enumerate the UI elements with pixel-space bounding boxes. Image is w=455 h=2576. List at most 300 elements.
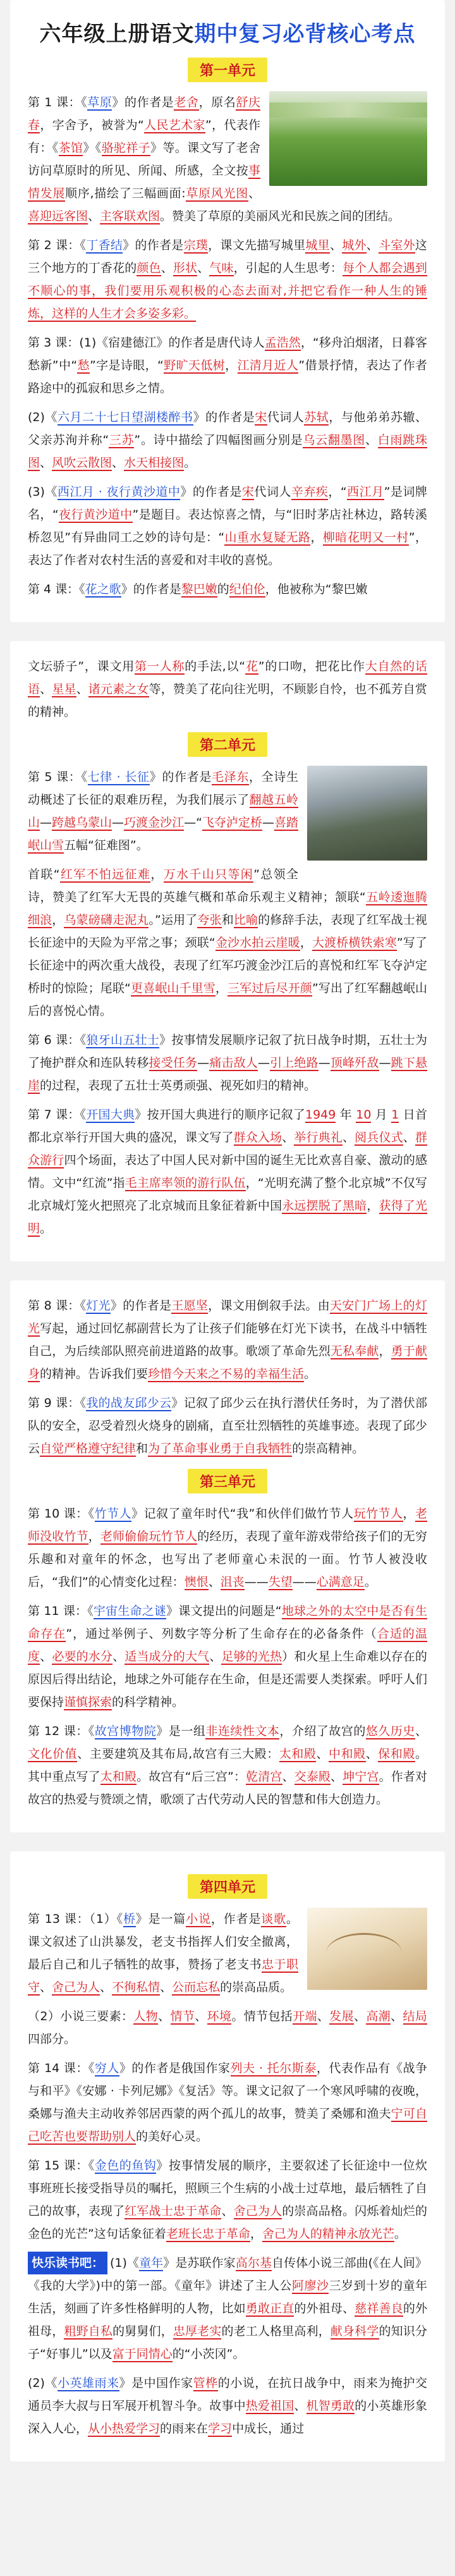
text-segment: 三军过后尽开颜 bbox=[228, 981, 312, 995]
text-segment: 七律 · 长征 bbox=[87, 770, 150, 784]
text-segment: 获得了光明 bbox=[28, 1199, 427, 1236]
text-segment: 穷人 bbox=[94, 2061, 119, 2075]
text-segment: 开国大典 bbox=[86, 1108, 135, 1122]
text-segment: ， bbox=[88, 1530, 100, 1543]
text-segment: 不徇私情 bbox=[112, 1980, 161, 1994]
text-segment: 懊恨 bbox=[184, 1575, 209, 1589]
text-segment: 第 2 课：《 bbox=[28, 238, 87, 252]
text-segment: 的崇高品质。 bbox=[220, 1980, 293, 1994]
text-segment: ”，表达了作者对农村生活的喜爱和对丰收的喜悦。 bbox=[28, 531, 428, 567]
text-segment: 必要的水分 bbox=[52, 1650, 113, 1664]
unit-heading-3: 第三单元 bbox=[188, 1469, 267, 1493]
happy-reading-childhood bbox=[28, 2252, 427, 2365]
text-segment: 我的战友邱少云 bbox=[86, 1396, 172, 1410]
text-segment: 城里 bbox=[305, 238, 330, 252]
text-segment: 城外 bbox=[342, 238, 367, 252]
title-part-2: 期中复习必背核心考点 bbox=[194, 21, 416, 47]
text-segment: 、 bbox=[197, 261, 210, 275]
text-segment: 第 14 课：《 bbox=[28, 2061, 95, 2075]
text-segment: 文坛骄子”，课文用 bbox=[28, 659, 135, 673]
page-title bbox=[28, 16, 427, 47]
lesson-10 bbox=[28, 1502, 427, 1593]
text-segment: 阿廖沙 bbox=[291, 2279, 329, 2293]
text-segment: 四个场面，表达了中国人民对新中国的诞生无比欢喜自豪、激动的感情。文中“红流”指 bbox=[28, 1153, 427, 1190]
text-segment: ”借景抒情，表达了作者路途中的孤寂和思乡之情。 bbox=[28, 359, 427, 395]
text-segment: ”。诗中描绘了四幅图画分别是 bbox=[134, 433, 303, 447]
text-segment: ”是词牌名，“ bbox=[28, 485, 427, 522]
text-segment: 》的作者是 bbox=[112, 95, 174, 109]
text-segment: 诸元素之女 bbox=[88, 682, 149, 696]
text-segment: 第 13 课：（1）《 bbox=[28, 1912, 123, 1926]
text-segment: 忠于职守 bbox=[28, 1958, 298, 1994]
text-segment: 群众游行 bbox=[28, 1131, 427, 1167]
text-segment: ）和火星上生命难以存在的原因后得出结论，地球之外可能存在生命，但是还需要人类探索。呼吁人们要保持 bbox=[28, 1650, 427, 1709]
text-segment: 的外祖母， bbox=[28, 2302, 427, 2338]
text-segment: 第 11 课：《 bbox=[28, 1604, 94, 1618]
text-segment: ， bbox=[150, 868, 164, 881]
text-segment: 苏轼 bbox=[304, 410, 329, 424]
text-segment: 舍己为人的精神永放光芒 bbox=[262, 2227, 394, 2241]
text-segment: 富于同情心 bbox=[112, 2347, 173, 2361]
text-segment: 大渡桥横铁索寒 bbox=[312, 936, 397, 950]
text-segment: ， bbox=[310, 531, 323, 544]
text-segment: 足够的光热 bbox=[221, 1650, 282, 1664]
text-segment: ”，通过举例子、列数字等分析了生命存在的必备条件（ bbox=[66, 1627, 377, 1641]
text-segment: 事情发展 bbox=[28, 164, 260, 200]
text-segment: 、 bbox=[76, 682, 88, 696]
text-segment: 。 bbox=[184, 456, 197, 470]
text-segment: 、 bbox=[415, 1724, 427, 1738]
lesson-7 bbox=[28, 1103, 427, 1240]
text-segment: 、 bbox=[209, 1650, 222, 1664]
text-segment: (2)《 bbox=[28, 410, 58, 424]
text-segment: 故宫博物院 bbox=[94, 1724, 157, 1738]
text-segment: 山重水复疑无路 bbox=[224, 531, 311, 544]
text-segment: 》的作者是俄国作家 bbox=[119, 2061, 231, 2075]
text-segment: 第 6 课：《 bbox=[28, 1033, 87, 1047]
text-segment: 野旷天低树 bbox=[163, 359, 226, 372]
text-segment: 桥 bbox=[123, 1912, 136, 1926]
text-segment: 文化价值 bbox=[28, 1747, 78, 1761]
text-segment: 乌蒙磅礴走泥丸 bbox=[64, 913, 149, 927]
text-segment: 群众入场 bbox=[233, 1131, 282, 1144]
text-segment: 六月二十七日望湖楼醉书 bbox=[57, 410, 193, 424]
text-segment: 失望 bbox=[268, 1575, 293, 1589]
text-segment: 风吹云散图 bbox=[52, 456, 112, 470]
text-segment: 、 bbox=[40, 1650, 52, 1664]
text-segment: — bbox=[318, 1056, 331, 1070]
text-segment: 、 bbox=[195, 2009, 207, 2023]
text-segment: 四部分。 bbox=[28, 2032, 76, 2046]
text-segment: 太和殿 bbox=[100, 1770, 137, 1784]
text-segment: 、 bbox=[282, 1770, 294, 1784]
text-segment: 沮丧 bbox=[220, 1575, 245, 1589]
text-segment: ， bbox=[403, 1507, 415, 1521]
lesson-4-intro bbox=[28, 578, 427, 601]
text-segment: ，字舍予，被誉为“ bbox=[40, 118, 144, 132]
text-segment: 》是苏联作家 bbox=[163, 2256, 236, 2270]
text-segment: 》是中国作家 bbox=[119, 2376, 193, 2390]
text-segment: 的修辞手法，表现了红军战士视长征途中的天险为平常之事；颈联“ bbox=[28, 913, 427, 950]
text-segment: 引上绝路 bbox=[269, 1056, 318, 1070]
text-segment: 红军不怕远征难 bbox=[59, 868, 151, 881]
text-segment: 第 5 课：《 bbox=[28, 770, 88, 784]
text-segment: 悠久历史 bbox=[365, 1724, 415, 1738]
text-segment: 的美好心灵。 bbox=[136, 2130, 209, 2144]
text-segment: 第 9 课：《 bbox=[28, 1396, 87, 1410]
text-segment: 和 bbox=[221, 913, 234, 927]
text-segment: 五幅“征难图”。 bbox=[64, 838, 149, 852]
text-segment: 、 bbox=[331, 1770, 343, 1784]
text-segment: 地球之外的太空中是否有生命存在 bbox=[28, 1604, 427, 1641]
lesson-3-poem-2 bbox=[28, 406, 427, 474]
lesson-3-poem-1 bbox=[28, 331, 427, 400]
text-segment: 首联“ bbox=[28, 868, 60, 881]
text-segment: 柳暗花明又一村 bbox=[322, 531, 409, 544]
text-segment: 慈祥善良 bbox=[355, 2302, 403, 2315]
text-segment: ，代表作品有《战争与和平》《安娜 · 卡列尼娜》《复活》等。课文记叙了一个寒风呼啸的夜晚，桑娜与渔夫主动收养邻居西蒙的两个孤儿的故事，赞美了桑娜和渔夫 bbox=[28, 2061, 427, 2121]
text-segment: 》等。课文写了老舍访问草原时的所见、所闻、所感，全文按 bbox=[28, 141, 260, 178]
text-segment: 大自然的话语 bbox=[28, 659, 427, 696]
text-segment: 第 7 课：《 bbox=[28, 1108, 87, 1122]
text-segment: 、 bbox=[366, 238, 379, 252]
text-segment: 水天相接图 bbox=[124, 456, 185, 470]
text-segment: 金沙水拍云崖暖 bbox=[215, 936, 300, 950]
text-segment: 心满意足 bbox=[316, 1575, 365, 1589]
text-segment: 小说 bbox=[186, 1912, 211, 1926]
text-segment: ”写了长征途中的两次重大战役，表现了红军巧渡金沙江后的喜悦和红军飞夺泸定桥时的惊险；尾联“ bbox=[28, 936, 427, 995]
text-segment: 第 4 课：《 bbox=[28, 582, 85, 596]
text-segment: 珍惜今天来之不易的幸福生活 bbox=[148, 1367, 305, 1381]
text-segment: ”，代表作有：《 bbox=[28, 118, 260, 155]
text-segment: 情节 bbox=[170, 2009, 195, 2023]
text-segment: 日首都北京举行开国大典的盛况，课文写了 bbox=[28, 1108, 427, 1144]
text-segment: 学习 bbox=[208, 2422, 233, 2436]
text-segment: 。 bbox=[394, 2227, 406, 2241]
text-segment: 自传体小说三部曲(《在人间》《我的大学》)中的第一部。《童年》讲述了主人公 bbox=[28, 2256, 427, 2293]
text-segment: 高尔基 bbox=[235, 2256, 272, 2270]
text-segment: ”总领全诗，赞美了红军大无畏的英雄气概和革命乐观主义精神；颔联“ bbox=[28, 868, 366, 904]
text-segment: 的雨来在 bbox=[160, 2422, 209, 2436]
text-segment: 1 bbox=[391, 1108, 399, 1122]
unit-heading-2: 第二单元 bbox=[188, 732, 267, 757]
text-segment: 宁可自己吃苦也要帮助别人 bbox=[28, 2107, 427, 2144]
text-segment: 毛主席率领的游行队伍 bbox=[124, 1176, 246, 1190]
text-segment: 五岭逶迤腾细浪 bbox=[28, 890, 427, 927]
text-segment: 永远摆脱了黑暗 bbox=[282, 1199, 367, 1213]
text-segment: 1949 bbox=[305, 1108, 336, 1122]
text-segment: 、 bbox=[317, 2009, 330, 2023]
text-segment: 适当成分的大气 bbox=[124, 1650, 210, 1664]
lesson-6 bbox=[28, 1029, 427, 1097]
text-segment: 环境 bbox=[207, 2009, 232, 2023]
text-segment: 飞夺泸定桥 bbox=[202, 816, 262, 830]
text-segment: 》的作者是 bbox=[123, 238, 184, 252]
text-segment: 》是一篇 bbox=[135, 1912, 186, 1926]
text-segment: —— bbox=[292, 1575, 317, 1589]
text-segment: 交泰殿 bbox=[294, 1770, 331, 1784]
text-segment: 天安门广场上的灯光 bbox=[28, 1299, 427, 1335]
text-segment: 》《 bbox=[83, 141, 102, 155]
text-segment: 。作者对故宫的热爱与赞颂之情，歌颂了古代劳动人民的智慧和伟大创造力。 bbox=[28, 1770, 427, 1806]
text-segment: 的小英雄形象深入人心， bbox=[28, 2399, 427, 2436]
text-segment: 从小热爱学习 bbox=[88, 2422, 161, 2436]
lesson-12 bbox=[28, 1720, 427, 1811]
text-segment: 》的作者是 bbox=[193, 410, 255, 424]
text-segment: 黎巴嫩 bbox=[181, 582, 217, 596]
text-segment: 愁 bbox=[77, 359, 90, 372]
text-segment: ”是题目。表达惊喜之情，与“旧时茅店社林边，路转溪桥忽见”有异曲同工之妙的诗句是：“ bbox=[28, 508, 427, 544]
text-segment: 》记叙了童年时代“我”和伙伴们做竹节人 bbox=[131, 1507, 354, 1521]
text-segment: 三苏 bbox=[109, 433, 135, 447]
text-segment: ，介绍了故宫的 bbox=[279, 1724, 366, 1738]
text-segment: 、 bbox=[403, 1131, 415, 1144]
text-segment: (2)《 bbox=[28, 2376, 58, 2390]
text-segment: 、 bbox=[365, 1747, 379, 1761]
text-segment: 无私奉献 bbox=[330, 1344, 379, 1358]
text-segment: 宋 bbox=[255, 410, 267, 424]
text-segment: 。 bbox=[364, 1575, 377, 1589]
text-segment: 、 bbox=[221, 2204, 234, 2218]
text-segment: ，原名 bbox=[198, 95, 236, 109]
text-segment: 保和殿 bbox=[378, 1747, 415, 1761]
text-segment: 、 bbox=[161, 261, 173, 275]
text-segment: 的 bbox=[217, 582, 229, 596]
text-segment: 10 bbox=[356, 1108, 372, 1122]
book-image bbox=[307, 1908, 427, 1990]
text-segment: （2）小说三要素： bbox=[28, 2009, 134, 2023]
text-segment: 、 bbox=[329, 238, 343, 252]
text-segment: 比喻 bbox=[233, 913, 258, 927]
text-segment: 茶馆 bbox=[58, 141, 83, 155]
text-segment: 更喜岷山千里雪 bbox=[130, 981, 215, 995]
text-segment: 机智勇敢 bbox=[306, 2399, 355, 2413]
text-segment: ，他被称为“黎巴嫩 bbox=[265, 582, 368, 596]
text-segment: 代词人 bbox=[267, 410, 305, 424]
text-segment: 月 bbox=[371, 1108, 392, 1122]
text-segment: 。故宫有“后三宫”： bbox=[136, 1770, 246, 1784]
text-segment: ，课文先描写城里 bbox=[208, 238, 306, 252]
text-segment: 灯光 bbox=[86, 1299, 111, 1313]
text-segment: 痛击敌人 bbox=[209, 1056, 258, 1070]
text-segment: 宋 bbox=[241, 485, 255, 499]
text-segment: 舍己为人 bbox=[233, 2204, 282, 2218]
text-segment: 气味 bbox=[209, 261, 234, 275]
text-segment: 为了革命事业勇于自我牺牲 bbox=[148, 1442, 293, 1456]
text-segment: 老班长忠于革命 bbox=[166, 2227, 250, 2241]
card-1 bbox=[10, 0, 445, 622]
text-segment: ， bbox=[379, 1344, 391, 1358]
text-segment: 、 bbox=[40, 1980, 52, 1994]
text-segment: 的老工人格里高利， bbox=[221, 2324, 331, 2338]
text-segment: 、 bbox=[391, 2009, 403, 2023]
card-4 bbox=[10, 1851, 445, 2462]
lesson-4-continued bbox=[28, 655, 427, 723]
text-segment: 结局 bbox=[403, 2009, 427, 2023]
text-segment: 勇于献身 bbox=[28, 1344, 427, 1381]
text-segment: 、 bbox=[40, 682, 52, 696]
text-segment: — bbox=[257, 1056, 270, 1070]
text-segment: 童年 bbox=[139, 2256, 164, 2270]
text-segment: 非连续性文本 bbox=[205, 1724, 280, 1738]
lesson-11 bbox=[28, 1600, 427, 1714]
text-segment: 和 bbox=[136, 1442, 149, 1456]
lesson-15 bbox=[28, 2154, 427, 2245]
text-segment: 毛泽东 bbox=[212, 770, 249, 784]
text-segment: 、主要建筑及其布局,故宫有三大殿： bbox=[77, 1747, 279, 1761]
text-segment: 辛弃疾 bbox=[291, 485, 329, 499]
text-segment: 夸张 bbox=[197, 913, 222, 927]
text-segment: 老师没收竹节 bbox=[28, 1507, 427, 1543]
text-segment: 》的作者是 bbox=[121, 582, 181, 596]
text-segment: ， bbox=[215, 981, 228, 995]
text-segment: 颜色 bbox=[136, 261, 161, 275]
text-segment: ，课文用倒叙手法。由 bbox=[208, 1299, 330, 1313]
text-segment: — bbox=[112, 816, 124, 830]
text-segment: 人物 bbox=[133, 2009, 159, 2023]
text-segment: 小英雄雨来 bbox=[57, 2376, 119, 2390]
text-segment: 》的作者是 bbox=[149, 770, 212, 784]
text-segment: 西江月 bbox=[346, 485, 384, 499]
text-segment: 第 12 课：《 bbox=[28, 1724, 95, 1738]
text-segment: 谈歌 bbox=[261, 1912, 286, 1926]
text-segment: 老舍 bbox=[174, 95, 199, 109]
text-segment: 星星 bbox=[52, 682, 76, 696]
lesson-14 bbox=[28, 2057, 427, 2148]
text-segment: 第一人称 bbox=[135, 659, 185, 673]
text-segment: 》的作者是 bbox=[110, 1299, 172, 1313]
text-segment: 》记叙了邱少云在执行潜伏任务时，为了潜伏部队的安全，忍受着烈火烧身的剧痛，直至壮烈牺牲的英雄事迹。表现了邱少云 bbox=[28, 1396, 427, 1456]
text-segment: 忠厚老实 bbox=[173, 2324, 222, 2338]
text-segment: 的崇高精神。 bbox=[292, 1442, 365, 1456]
text-segment: 、 bbox=[248, 187, 260, 200]
text-segment: 巧渡金沙江 bbox=[124, 816, 185, 830]
text-segment: ”写出了红军翻越岷山后的喜悦心情。 bbox=[28, 981, 427, 1018]
text-segment: 代词人 bbox=[254, 485, 291, 499]
text-segment: 。”运用了 bbox=[149, 913, 198, 927]
text-segment: ， bbox=[225, 359, 238, 372]
text-segment: 第 3 课：(1)《宿建德江》的作者是唐代诗人 bbox=[28, 336, 265, 350]
text-segment: — bbox=[40, 816, 52, 830]
text-segment: 骆驼祥子 bbox=[101, 141, 151, 155]
text-segment: — bbox=[262, 816, 274, 830]
text-segment: 的“小茨冈”。 bbox=[172, 2347, 245, 2361]
text-segment: ”的口吻，把花比作 bbox=[258, 659, 365, 673]
text-segment: 竹节人 bbox=[94, 1507, 131, 1521]
text-segment: 》按事情发展顺序记叙了抗日战争时期，五壮士为了掩护群众和连队转移 bbox=[28, 1033, 427, 1070]
text-segment: 金色的鱼钩 bbox=[94, 2159, 157, 2173]
text-segment: 合适的温度 bbox=[28, 1627, 427, 1664]
text-segment: 、 bbox=[40, 456, 52, 470]
text-segment: 舒庆春 bbox=[28, 95, 260, 132]
text-segment: 举行典礼 bbox=[294, 1131, 343, 1144]
lesson-9 bbox=[28, 1392, 427, 1460]
text-segment: 草原风光图 bbox=[185, 187, 248, 200]
text-segment: 。情节包括 bbox=[231, 2009, 293, 2023]
text-segment: ， bbox=[367, 1199, 379, 1213]
text-segment: 热爱祖国 bbox=[245, 2399, 294, 2413]
text-segment: 孟浩然 bbox=[264, 336, 301, 350]
text-segment: 的经历，表现了童年游戏带给孩子们的无穷乐趣和对童年的怀念，也写出了老师童心未泯的一面。竹节人被没收后，“我们”的心情变化过程： bbox=[28, 1530, 427, 1589]
text-segment: 纪伯伦 bbox=[229, 582, 265, 596]
text-segment: 献身科学 bbox=[330, 2324, 379, 2338]
text-segment: 万水千山只等闲 bbox=[163, 868, 254, 881]
text-segment: 的过程，表现了五壮士英勇顽强、视死如归的精神。 bbox=[40, 1079, 317, 1093]
text-segment: ，“ bbox=[328, 485, 347, 499]
text-segment: 的精神。告诉我们要 bbox=[40, 1367, 149, 1381]
text-segment: 中和殿 bbox=[329, 1747, 366, 1761]
text-segment: 、 bbox=[316, 1747, 329, 1761]
text-segment: ， bbox=[300, 936, 312, 950]
text-segment: 玩竹节人 bbox=[353, 1507, 403, 1521]
text-segment: 、 bbox=[343, 1131, 355, 1144]
text-segment: 这三个地方的丁香花的 bbox=[28, 238, 427, 275]
text-segment: 。 bbox=[40, 1222, 52, 1236]
text-segment: 、 bbox=[112, 1650, 125, 1664]
text-segment: 跳下悬崖 bbox=[28, 1056, 427, 1093]
lesson-5-analysis bbox=[28, 863, 427, 1022]
text-segment: ，全诗生动概述了长征的艰难历程，为我们展示了 bbox=[28, 770, 298, 807]
text-segment: 。课文叙述了山洪暴发，老支书指挥人们安全撤离，最后自己和儿子牺牲的故事，赞扬了老支书 bbox=[28, 1912, 298, 1972]
text-segment: 每个人都会遇到不顺心的事，我们要用乐观积极的心态去面对,并把它看作一种人生的锤炼，这样的人生才会多姿多彩。 bbox=[28, 261, 427, 321]
text-segment: 翻越五岭山 bbox=[28, 793, 298, 830]
text-segment: 》课文提出的问题是“ bbox=[166, 1604, 282, 1618]
text-segment: 舍己为人 bbox=[52, 1980, 100, 1994]
text-segment: 》是一组 bbox=[156, 1724, 206, 1738]
text-segment: 粗野自私 bbox=[64, 2324, 113, 2338]
text-segment: 喜踏岷山雪 bbox=[28, 816, 298, 852]
text-segment: 花 bbox=[245, 659, 258, 673]
text-segment: 坤宁宫 bbox=[343, 1770, 379, 1784]
text-segment: 斗室外 bbox=[379, 238, 415, 252]
text-segment: 管桦 bbox=[193, 2376, 218, 2390]
mountain-image bbox=[307, 766, 427, 861]
text-segment: 丁香结 bbox=[86, 238, 123, 252]
text-segment: ，“移舟泊烟渚，日暮客愁新”中“ bbox=[28, 336, 427, 372]
text-segment: ”字是诗眼，“ bbox=[89, 359, 164, 372]
text-segment: 西江月 · 夜行黄沙道中 bbox=[57, 485, 181, 499]
text-segment: 、 bbox=[208, 1575, 221, 1589]
text-segment: 、 bbox=[365, 433, 378, 447]
text-segment: ，与他弟弟苏辙、父亲苏洵并称“ bbox=[28, 410, 427, 447]
lesson-13-novel-elements bbox=[28, 2005, 427, 2051]
text-segment: 、 bbox=[100, 1980, 112, 1994]
text-segment: 花之歌 bbox=[85, 582, 121, 596]
text-segment: 顶峰歼敌 bbox=[330, 1056, 379, 1070]
text-segment: 列夫 · 托尔斯泰 bbox=[230, 2061, 317, 2075]
text-segment: 》按事情发展的顺序，主要叙述了长征途中一位炊事班班长接受指导员的嘱托，照顾三个生病的小战士过草地，最后牺牲了自己的故事，表现了 bbox=[28, 2159, 427, 2218]
text-segment: 乾清宫 bbox=[246, 1770, 282, 1784]
text-segment: 、 bbox=[160, 1980, 173, 1994]
text-segment: — bbox=[379, 1056, 391, 1070]
text-segment: 。赞美了草原的美丽风光和民族之间的团结。 bbox=[160, 209, 401, 223]
text-segment: 的科学精神。 bbox=[112, 1695, 185, 1709]
text-segment: —— bbox=[244, 1575, 269, 1589]
text-segment: 的外祖母、 bbox=[294, 2302, 355, 2315]
lesson-3-poem-3 bbox=[28, 481, 427, 572]
text-segment: 中成长，通过 bbox=[232, 2422, 305, 2436]
text-segment: 宗璞 bbox=[183, 238, 209, 252]
text-segment: 乌云翻墨图 bbox=[303, 433, 366, 447]
text-segment: — bbox=[197, 1056, 210, 1070]
text-segment: ， bbox=[250, 2227, 262, 2241]
text-segment: 、 bbox=[354, 2009, 367, 2023]
text-segment: 。 bbox=[304, 1367, 317, 1381]
happy-reading-tag: 快乐读书吧： bbox=[28, 2252, 107, 2274]
text-segment: 顺序,描绘了三幅画面: bbox=[65, 187, 186, 200]
text-segment: 喜迎远客图 bbox=[28, 209, 88, 223]
text-segment: 三岁到十岁的童年生活，刻画了许多性格鲜明的人物，比如 bbox=[28, 2279, 427, 2315]
